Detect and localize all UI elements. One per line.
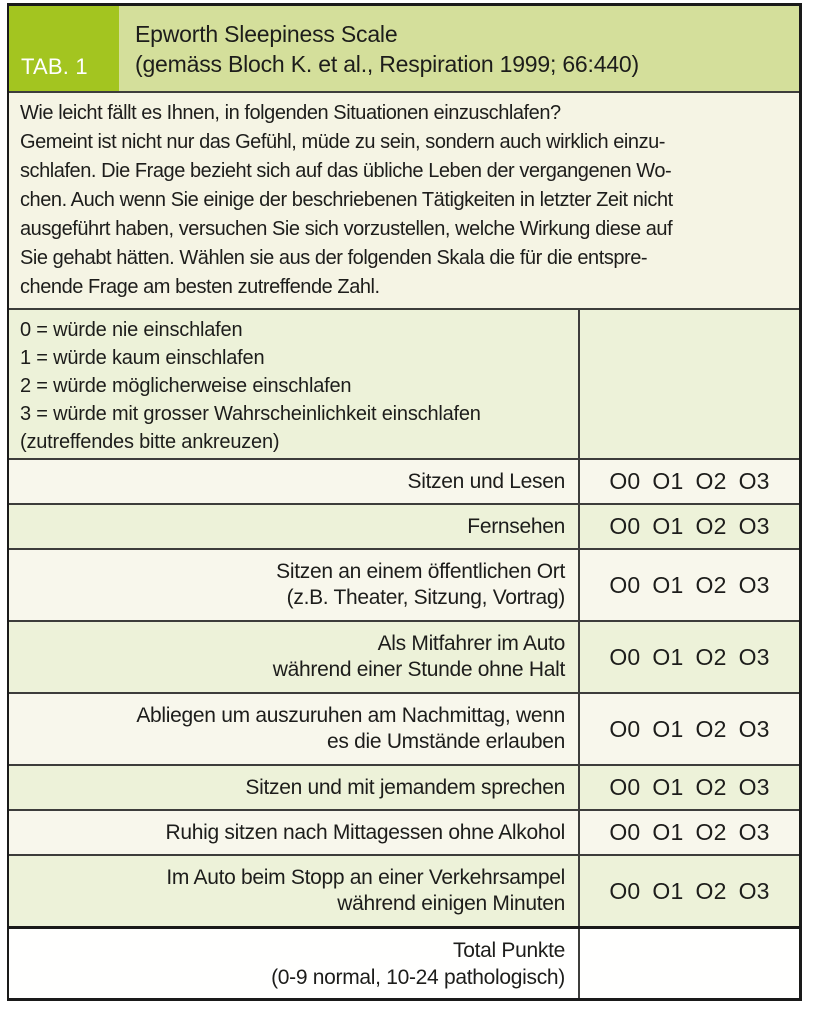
scale-legend-empty-cell <box>578 310 799 458</box>
question-label: Ruhig sitzen nach Mittagessen ohne Alkohol <box>165 820 565 844</box>
answer-option[interactable]: O1 <box>652 468 684 494</box>
answer-options <box>578 622 799 692</box>
answer-option[interactable]: O3 <box>738 774 770 800</box>
scale-legend-text: 0 = würde nie einschlafen 1 = würde kaum einschlafen 2 = würde möglicherweise einschlafen 3 = würde mit grosser Wahrscheinlichkeit einschlafen (zutreffendes bitte ankreuzen) <box>20 319 481 453</box>
question-label: Abliegen um auszuruhen am Nachmittag, wenn es die Umstände erlauben <box>136 704 565 753</box>
answer-option[interactable]: O2 <box>695 643 727 670</box>
question-label: Fernsehen <box>467 514 565 538</box>
table-title: Epworth Sleepiness Scale (gemäss Bloch K. et al., Respiration 1999; 66:440) <box>119 6 799 91</box>
question-label: Als Mitfahrer im Auto während einer Stunde ohne Halt <box>272 632 565 681</box>
answer-options <box>578 505 799 548</box>
answer-option[interactable]: O0 <box>609 571 641 598</box>
question-label: Sitzen und mit jemandem sprechen <box>245 775 565 799</box>
table-tag-badge: TAB. 1 <box>9 6 119 91</box>
question-rows <box>9 458 799 926</box>
answer-option[interactable]: O3 <box>738 643 770 670</box>
answer-option[interactable]: O1 <box>652 819 684 845</box>
answer-option[interactable]: O1 <box>652 715 684 742</box>
answer-option[interactable]: O3 <box>738 715 770 742</box>
scale-legend-row <box>9 308 799 458</box>
question-row <box>9 809 799 854</box>
answer-option[interactable]: O3 <box>738 877 770 904</box>
question-label: Im Auto beim Stopp an einer Verkehrsampel während einigen Minuten <box>166 866 565 915</box>
question-label: Sitzen an einem öffentlichen Ort (z.B. Theater, Sitzung, Vortrag) <box>276 560 565 609</box>
answer-options <box>578 694 799 764</box>
answer-option[interactable]: O2 <box>695 774 727 800</box>
question-row <box>9 620 799 692</box>
total-score-empty-cell <box>578 929 799 998</box>
answer-option[interactable]: O0 <box>609 513 641 539</box>
answer-option[interactable]: O3 <box>738 513 770 539</box>
answer-option[interactable]: O0 <box>609 468 641 494</box>
answer-option[interactable]: O3 <box>738 468 770 494</box>
answer-options <box>578 550 799 620</box>
answer-options <box>578 460 799 503</box>
question-row <box>9 548 799 620</box>
total-label: Total Punkte (0-9 normal, 10-24 pathologisch) <box>271 938 565 989</box>
question-label: Sitzen und Lesen <box>407 469 565 493</box>
answer-option[interactable]: O0 <box>609 877 641 904</box>
total-row <box>9 926 799 998</box>
question-row <box>9 458 799 503</box>
answer-option[interactable]: O3 <box>738 571 770 598</box>
answer-option[interactable]: O0 <box>609 774 641 800</box>
answer-options <box>578 766 799 809</box>
intro-text: Wie leicht fällt es Ihnen, in folgenden Situationen einzuschlafen? Gemeint ist nicht nur das Gefühl, müde zu sein, sondern auch wirklich einzu- schlafen. Die Frage bezieht sich auf das übliche Leben der vergangenen Wo- chen. Auch wenn Sie einige der beschriebenen Tätigkeiten in letzter Zeit nicht ausgeführt haben, versuchen Sie sich vorzustellen, welche Wirkung diese auf Sie gehabt hätten. Wählen sie aus der folgenden Skala die für die entspre- chende Frage am besten zutreffende Zahl. <box>9 91 799 308</box>
answer-option[interactable]: O0 <box>609 819 641 845</box>
question-row <box>9 764 799 809</box>
answer-options <box>578 856 799 926</box>
table-header <box>9 6 799 91</box>
answer-option[interactable]: O2 <box>695 468 727 494</box>
answer-option[interactable]: O2 <box>695 513 727 539</box>
answer-option[interactable]: O2 <box>695 715 727 742</box>
question-row <box>9 854 799 926</box>
answer-option[interactable]: O0 <box>609 643 641 670</box>
answer-option[interactable]: O2 <box>695 819 727 845</box>
answer-option[interactable]: O1 <box>652 774 684 800</box>
answer-option[interactable]: O0 <box>609 715 641 742</box>
answer-option[interactable]: O2 <box>695 877 727 904</box>
answer-option[interactable]: O1 <box>652 643 684 670</box>
answer-options <box>578 811 799 854</box>
answer-option[interactable]: O1 <box>652 571 684 598</box>
answer-option[interactable]: O1 <box>652 877 684 904</box>
answer-option[interactable]: O2 <box>695 571 727 598</box>
question-row <box>9 503 799 548</box>
answer-option[interactable]: O1 <box>652 513 684 539</box>
question-row <box>9 692 799 764</box>
ess-table <box>7 3 802 1001</box>
answer-option[interactable]: O3 <box>738 819 770 845</box>
